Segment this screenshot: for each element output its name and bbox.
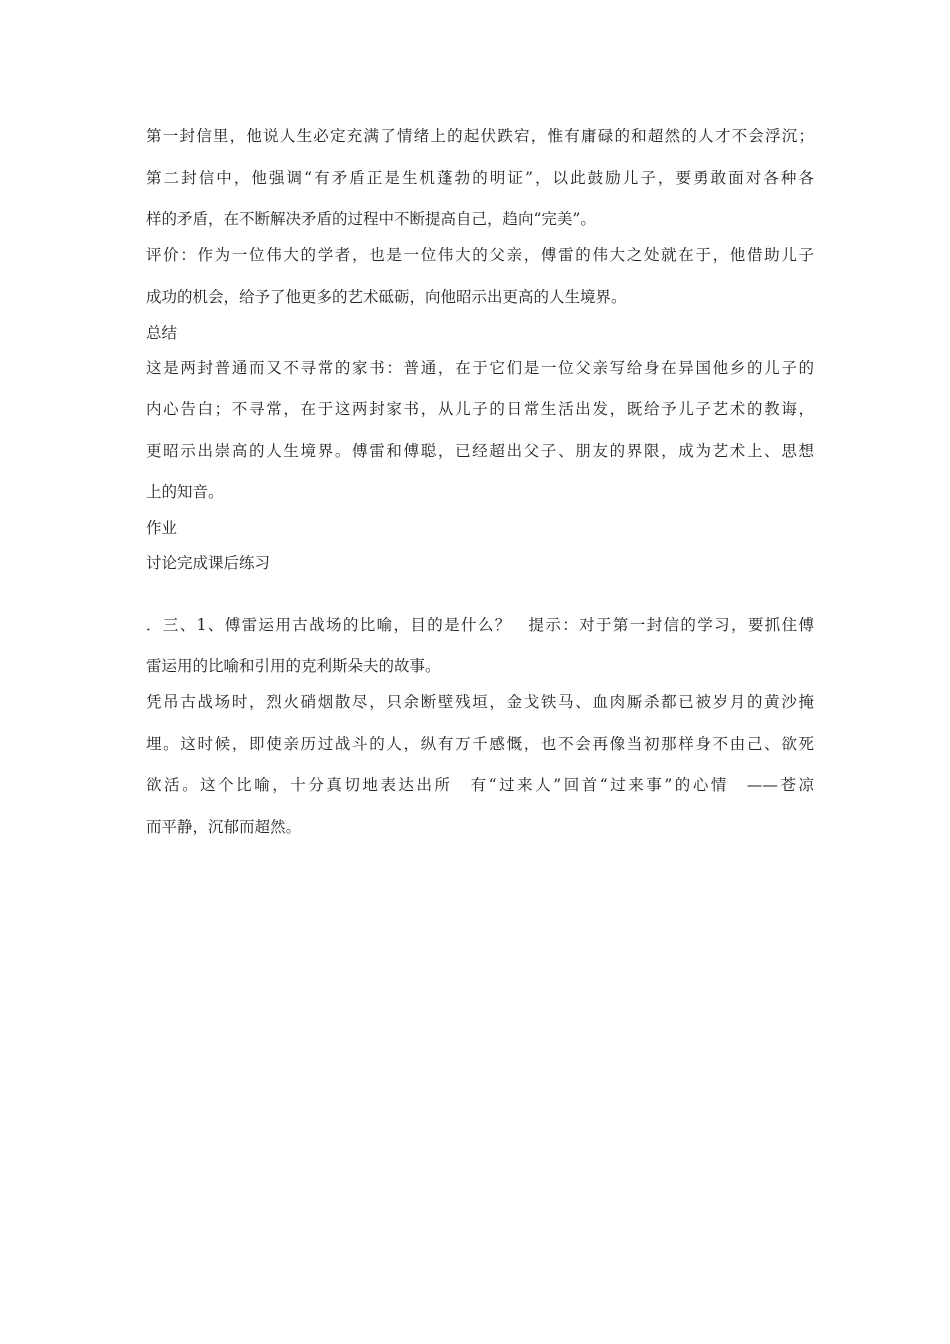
paragraph-1-line-1: 第一封信里，他说人生必定充满了情绪上的起伏跌宕，惟有庸碌的和超然的人才不会浮沉； (146, 127, 814, 145)
paragraph-9-line-2: 埋。这时候，即使亲历过战斗的人，纵有万千感慨，也不会再像当初那样身不由己、欲死 (146, 735, 814, 753)
paragraph-8-line-2: 雷运用的比喻和引用的克利斯朵夫的故事。 (146, 657, 441, 675)
paragraph-9-line-1: 凭吊古战场时，烈火硝烟散尽，只余断壁残垣，金戈铁马、血肉厮杀都已被岁月的黄沙掩 (146, 693, 814, 711)
paragraph-2-line-1: 第二封信中，他强调“有矛盾正是生机蓬勃的明证”，以此鼓励儿子，要勇敢面对各种各 (146, 169, 814, 187)
paragraph-5-line-4: 上的知音。 (146, 483, 224, 501)
heading-homework: 作业 (146, 519, 178, 537)
paragraph-5-line-2: 内心告白；不寻常，在于这两封家书，从儿子的日常生活出发，既给予儿子艺术的教诲， (146, 400, 814, 418)
paragraph-3-line-2: 成功的机会，给予了他更多的艺术砥砺，向他昭示出更高的人生境界。 (146, 288, 627, 306)
paragraph-9-line-3: 欲活。这个比喻，十分真切地表达出所 有“过来人”回首“过来事”的心情 ——苍凉 (146, 776, 814, 794)
homework-instruction: 讨论完成课后练习 (146, 554, 271, 572)
paragraph-5-line-3: 更昭示出崇高的人生境界。傅雷和傅聪，已经超出父子、朋友的界限，成为艺术上、思想 (146, 442, 814, 460)
heading-summary: 总结 (146, 324, 178, 342)
paragraph-5-line-1: 这是两封普通而又不寻常的家书：普通，在于它们是一位父亲写给身在异国他乡的儿子的 (146, 359, 814, 377)
paragraph-2-line-2: 样的矛盾，在不断解决矛盾的过程中不断提高自己，趋向“完美”。 (146, 210, 596, 228)
paragraph-8-line-1: ．三、1、傅雷运用古战场的比喻，目的是什么？ 提示：对于第一封信的学习，要抓住傅 (146, 616, 814, 634)
paragraph-9-line-4: 而平静，沉郁而超然。 (146, 818, 302, 836)
paragraph-3-line-1: 评价：作为一位伟大的学者，也是一位伟大的父亲，傅雷的伟大之处就在于，他借助儿子 (146, 246, 814, 264)
